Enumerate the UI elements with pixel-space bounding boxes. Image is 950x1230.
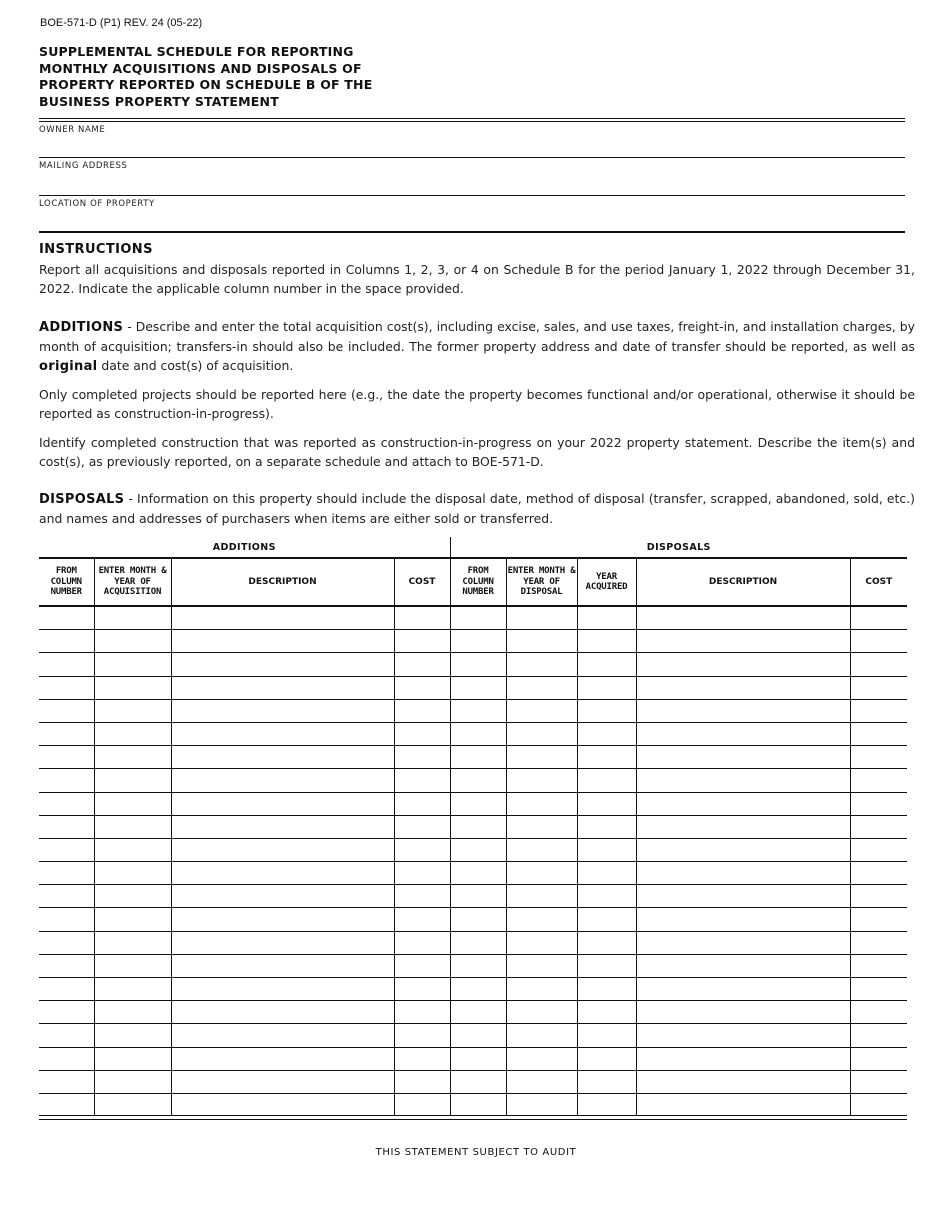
cell-add-from-column[interactable] bbox=[39, 885, 94, 908]
owner-name-label: OWNER NAME bbox=[39, 125, 106, 135]
cell-disp-from-column[interactable] bbox=[450, 722, 506, 745]
cell-add-from-column[interactable] bbox=[39, 630, 94, 653]
cell-disp-cost[interactable] bbox=[850, 653, 907, 676]
table-row bbox=[39, 769, 907, 792]
form-id: BOE-571-D (P1) REV. 24 (05-22) bbox=[40, 17, 203, 29]
cell-add-description[interactable] bbox=[171, 1024, 394, 1047]
cell-add-description[interactable] bbox=[171, 722, 394, 745]
additions-emphasis: original bbox=[39, 359, 98, 374]
cell-add-description[interactable] bbox=[171, 746, 394, 769]
cell-disp-cost[interactable] bbox=[850, 885, 907, 908]
cell-disp-description[interactable] bbox=[636, 1001, 850, 1024]
cell-add-month-year[interactable] bbox=[94, 630, 171, 653]
cell-disp-cost[interactable] bbox=[850, 978, 907, 1001]
cell-add-description[interactable] bbox=[171, 954, 394, 977]
cell-add-from-column[interactable] bbox=[39, 792, 94, 815]
cell-disp-month-year[interactable] bbox=[506, 653, 577, 676]
cell-disp-year-acquired[interactable] bbox=[577, 699, 636, 722]
cell-disp-year-acquired[interactable] bbox=[577, 978, 636, 1001]
cell-add-cost[interactable] bbox=[394, 1001, 450, 1024]
cell-add-cost[interactable] bbox=[394, 1070, 450, 1093]
cell-add-from-column[interactable] bbox=[39, 978, 94, 1001]
cell-add-cost[interactable] bbox=[394, 769, 450, 792]
cell-add-description[interactable] bbox=[171, 862, 394, 885]
cell-add-cost[interactable] bbox=[394, 1024, 450, 1047]
cell-disp-cost[interactable] bbox=[850, 630, 907, 653]
cell-add-from-column[interactable] bbox=[39, 1093, 94, 1116]
cell-add-month-year[interactable] bbox=[94, 1070, 171, 1093]
cell-disp-from-column[interactable] bbox=[450, 676, 506, 699]
cell-disp-description[interactable] bbox=[636, 931, 850, 954]
cell-add-cost[interactable] bbox=[394, 978, 450, 1001]
cell-disp-year-acquired[interactable] bbox=[577, 1024, 636, 1047]
table-row bbox=[39, 838, 907, 861]
cell-disp-year-acquired[interactable] bbox=[577, 815, 636, 838]
cell-add-description[interactable] bbox=[171, 606, 394, 630]
cell-add-month-year[interactable] bbox=[94, 722, 171, 745]
cell-disp-from-column[interactable] bbox=[450, 931, 506, 954]
cell-add-month-year[interactable] bbox=[94, 676, 171, 699]
cell-disp-month-year[interactable] bbox=[506, 630, 577, 653]
cell-add-from-column[interactable] bbox=[39, 606, 94, 630]
cell-add-from-column[interactable] bbox=[39, 1070, 94, 1093]
col-add-from-column: FROM COLUMN NUMBER bbox=[39, 558, 94, 606]
cell-disp-month-year[interactable] bbox=[506, 769, 577, 792]
cell-add-from-column[interactable] bbox=[39, 1001, 94, 1024]
table-row bbox=[39, 699, 907, 722]
cell-add-cost[interactable] bbox=[394, 653, 450, 676]
cell-add-description[interactable] bbox=[171, 630, 394, 653]
cell-disp-from-column[interactable] bbox=[450, 862, 506, 885]
cell-disp-cost[interactable] bbox=[850, 722, 907, 745]
cell-add-from-column[interactable] bbox=[39, 931, 94, 954]
cell-add-month-year[interactable] bbox=[94, 769, 171, 792]
cell-disp-description[interactable] bbox=[636, 908, 850, 931]
additions-heading: ADDITIONS bbox=[39, 320, 124, 335]
col-add-month-year: ENTER MONTH & YEAR OF ACQUISITION bbox=[94, 558, 171, 606]
cell-disp-cost[interactable] bbox=[850, 1047, 907, 1070]
cell-disp-year-acquired[interactable] bbox=[577, 885, 636, 908]
cell-disp-from-column[interactable] bbox=[450, 746, 506, 769]
cell-add-from-column[interactable] bbox=[39, 815, 94, 838]
cell-disp-month-year[interactable] bbox=[506, 606, 577, 630]
cell-disp-month-year[interactable] bbox=[506, 1001, 577, 1024]
cell-add-cost[interactable] bbox=[394, 931, 450, 954]
col-disp-month-year: ENTER MONTH & YEAR OF DISPOSAL bbox=[506, 558, 577, 606]
cell-disp-description[interactable] bbox=[636, 885, 850, 908]
cell-add-month-year[interactable] bbox=[94, 792, 171, 815]
cell-add-month-year[interactable] bbox=[94, 954, 171, 977]
cell-add-description[interactable] bbox=[171, 676, 394, 699]
cell-add-from-column[interactable] bbox=[39, 653, 94, 676]
table-row bbox=[39, 722, 907, 745]
cell-add-cost[interactable] bbox=[394, 815, 450, 838]
cell-disp-year-acquired[interactable] bbox=[577, 838, 636, 861]
cell-add-from-column[interactable] bbox=[39, 862, 94, 885]
cell-add-from-column[interactable] bbox=[39, 769, 94, 792]
cell-disp-year-acquired[interactable] bbox=[577, 746, 636, 769]
col-add-description: DESCRIPTION bbox=[171, 558, 394, 606]
cell-disp-year-acquired[interactable] bbox=[577, 1001, 636, 1024]
cell-add-from-column[interactable] bbox=[39, 676, 94, 699]
additions-text-2: date and cost(s) of acquisition. bbox=[97, 358, 294, 373]
cell-add-month-year[interactable] bbox=[94, 746, 171, 769]
cell-disp-cost[interactable] bbox=[850, 676, 907, 699]
cell-disp-year-acquired[interactable] bbox=[577, 606, 636, 630]
cell-disp-year-acquired[interactable] bbox=[577, 1093, 636, 1116]
cell-add-month-year[interactable] bbox=[94, 815, 171, 838]
cell-add-month-year[interactable] bbox=[94, 931, 171, 954]
cell-disp-year-acquired[interactable] bbox=[577, 653, 636, 676]
cell-disp-description[interactable] bbox=[636, 815, 850, 838]
location-line[interactable] bbox=[39, 231, 905, 233]
cell-add-month-year[interactable] bbox=[94, 838, 171, 861]
table-row bbox=[39, 1093, 907, 1116]
cell-add-from-column[interactable] bbox=[39, 838, 94, 861]
cell-disp-month-year[interactable] bbox=[506, 699, 577, 722]
cell-disp-month-year[interactable] bbox=[506, 792, 577, 815]
cell-disp-year-acquired[interactable] bbox=[577, 1070, 636, 1093]
additions-paragraph-2: Only completed projects should be reported here (e.g., the date the property becomes functional and/or operational, otherwise it should be reported as construction-in-progress). bbox=[39, 387, 915, 421]
cell-disp-month-year[interactable] bbox=[506, 1070, 577, 1093]
table-row bbox=[39, 606, 907, 630]
cell-disp-from-column[interactable] bbox=[450, 606, 506, 630]
cell-add-month-year[interactable] bbox=[94, 862, 171, 885]
cell-add-description[interactable] bbox=[171, 653, 394, 676]
cell-disp-year-acquired[interactable] bbox=[577, 908, 636, 931]
cell-add-cost[interactable] bbox=[394, 862, 450, 885]
table-row bbox=[39, 978, 907, 1001]
cell-disp-month-year[interactable] bbox=[506, 746, 577, 769]
cell-disp-description[interactable] bbox=[636, 862, 850, 885]
cell-add-cost[interactable] bbox=[394, 722, 450, 745]
cell-add-from-column[interactable] bbox=[39, 908, 94, 931]
cell-disp-month-year[interactable] bbox=[506, 1047, 577, 1070]
table-row bbox=[39, 746, 907, 769]
cell-disp-description[interactable] bbox=[636, 653, 850, 676]
cell-add-description[interactable] bbox=[171, 908, 394, 931]
additions-paragraph bbox=[39, 317, 915, 376]
cell-disp-description[interactable] bbox=[636, 699, 850, 722]
footer-note: THIS STATEMENT SUBJECT TO AUDIT bbox=[375, 1147, 577, 1158]
cell-disp-from-column[interactable] bbox=[450, 838, 506, 861]
cell-add-cost[interactable] bbox=[394, 676, 450, 699]
cell-add-month-year[interactable] bbox=[94, 1024, 171, 1047]
cell-add-description[interactable] bbox=[171, 978, 394, 1001]
cell-add-month-year[interactable] bbox=[94, 1001, 171, 1024]
disposals-section-header: DISPOSALS bbox=[450, 537, 907, 558]
cell-add-cost[interactable] bbox=[394, 746, 450, 769]
table-bottom-rule bbox=[39, 1115, 907, 1120]
cell-add-cost[interactable] bbox=[394, 630, 450, 653]
cell-add-month-year[interactable] bbox=[94, 978, 171, 1001]
cell-disp-description[interactable] bbox=[636, 1093, 850, 1116]
cell-disp-description[interactable] bbox=[636, 792, 850, 815]
instructions-text: Report all acquisitions and disposals reported in Columns 1, 2, 3, or 4 on Schedule B for the period January 1, 2022 through December 31, 2022. Indicate the applicable column number in the space provided. bbox=[39, 262, 915, 296]
cell-disp-month-year[interactable] bbox=[506, 885, 577, 908]
cell-add-cost[interactable] bbox=[394, 1093, 450, 1116]
instructions-heading: INSTRUCTIONS bbox=[39, 242, 153, 257]
table-row bbox=[39, 1047, 907, 1070]
cell-add-cost[interactable] bbox=[394, 606, 450, 630]
cell-disp-year-acquired[interactable] bbox=[577, 676, 636, 699]
table-row bbox=[39, 653, 907, 676]
cell-disp-description[interactable] bbox=[636, 769, 850, 792]
table-row bbox=[39, 1001, 907, 1024]
cell-disp-from-column[interactable] bbox=[450, 1093, 506, 1116]
cell-disp-month-year[interactable] bbox=[506, 908, 577, 931]
cell-disp-from-column[interactable] bbox=[450, 954, 506, 977]
cell-disp-description[interactable] bbox=[636, 1047, 850, 1070]
cell-disp-cost[interactable] bbox=[850, 699, 907, 722]
cell-add-month-year[interactable] bbox=[94, 908, 171, 931]
cell-disp-from-column[interactable] bbox=[450, 1024, 506, 1047]
cell-add-cost[interactable] bbox=[394, 838, 450, 861]
cell-disp-from-column[interactable] bbox=[450, 1001, 506, 1024]
cell-disp-month-year[interactable] bbox=[506, 978, 577, 1001]
cell-disp-from-column[interactable] bbox=[450, 1070, 506, 1093]
table-row bbox=[39, 954, 907, 977]
cell-add-cost[interactable] bbox=[394, 792, 450, 815]
cell-add-month-year[interactable] bbox=[94, 653, 171, 676]
cell-add-description[interactable] bbox=[171, 838, 394, 861]
cell-disp-year-acquired[interactable] bbox=[577, 722, 636, 745]
table-row bbox=[39, 931, 907, 954]
disposals-paragraph bbox=[39, 489, 915, 528]
additions-paragraph-3: Identify completed construction that was reported as construction-in-progress on your 2022 property statement. Describe the item(s) and cost(s), as previously reported, on a separate schedule and attach to BOE-571-D. bbox=[39, 435, 915, 469]
table-row bbox=[39, 885, 907, 908]
cell-add-description[interactable] bbox=[171, 1047, 394, 1070]
cell-disp-cost[interactable] bbox=[850, 931, 907, 954]
cell-disp-description[interactable] bbox=[636, 722, 850, 745]
cell-disp-description[interactable] bbox=[636, 1070, 850, 1093]
table-row bbox=[39, 1024, 907, 1047]
cell-disp-month-year[interactable] bbox=[506, 838, 577, 861]
cell-disp-from-column[interactable] bbox=[450, 792, 506, 815]
cell-add-from-column[interactable] bbox=[39, 746, 94, 769]
mailing-address-label: MAILING ADDRESS bbox=[39, 161, 128, 171]
cell-add-description[interactable] bbox=[171, 699, 394, 722]
table-row bbox=[39, 908, 907, 931]
cell-add-cost[interactable] bbox=[394, 885, 450, 908]
table-row bbox=[39, 1070, 907, 1093]
cell-disp-from-column[interactable] bbox=[450, 815, 506, 838]
mailing-address-line[interactable] bbox=[39, 195, 905, 196]
table-row bbox=[39, 630, 907, 653]
cell-disp-cost[interactable] bbox=[850, 792, 907, 815]
cell-disp-from-column[interactable] bbox=[450, 653, 506, 676]
cell-add-from-column[interactable] bbox=[39, 1024, 94, 1047]
table-row bbox=[39, 815, 907, 838]
cell-add-description[interactable] bbox=[171, 792, 394, 815]
title-rule bbox=[39, 118, 905, 122]
cell-add-from-column[interactable] bbox=[39, 954, 94, 977]
cell-disp-from-column[interactable] bbox=[450, 769, 506, 792]
cell-add-cost[interactable] bbox=[394, 908, 450, 931]
cell-add-description[interactable] bbox=[171, 1070, 394, 1093]
cell-add-month-year[interactable] bbox=[94, 606, 171, 630]
cell-disp-cost[interactable] bbox=[850, 908, 907, 931]
cell-disp-description[interactable] bbox=[636, 978, 850, 1001]
cell-disp-from-column[interactable] bbox=[450, 630, 506, 653]
cell-disp-from-column[interactable] bbox=[450, 885, 506, 908]
cell-disp-description[interactable] bbox=[636, 606, 850, 630]
cell-disp-month-year[interactable] bbox=[506, 954, 577, 977]
page-title: SUPPLEMENTAL SCHEDULE FOR REPORTING MONTHLY ACQUISITIONS AND DISPOSALS OF PROPERTY REPORTED ON SCHEDULE B OF THE BUSINESS PROPERTY STATEMENT bbox=[39, 44, 373, 109]
cell-disp-cost[interactable] bbox=[850, 838, 907, 861]
cell-add-month-year[interactable] bbox=[94, 699, 171, 722]
cell-add-from-column[interactable] bbox=[39, 699, 94, 722]
cell-disp-cost[interactable] bbox=[850, 815, 907, 838]
cell-disp-year-acquired[interactable] bbox=[577, 1047, 636, 1070]
cell-add-month-year[interactable] bbox=[94, 1047, 171, 1070]
col-disp-cost: COST bbox=[850, 558, 907, 606]
cell-disp-month-year[interactable] bbox=[506, 815, 577, 838]
cell-disp-cost[interactable] bbox=[850, 954, 907, 977]
cell-disp-cost[interactable] bbox=[850, 862, 907, 885]
cell-disp-cost[interactable] bbox=[850, 606, 907, 630]
cell-disp-cost[interactable] bbox=[850, 1093, 907, 1116]
location-label: LOCATION OF PROPERTY bbox=[39, 199, 155, 209]
cell-add-description[interactable] bbox=[171, 1093, 394, 1116]
cell-disp-from-column[interactable] bbox=[450, 978, 506, 1001]
cell-disp-from-column[interactable] bbox=[450, 908, 506, 931]
cell-disp-year-acquired[interactable] bbox=[577, 862, 636, 885]
cell-disp-month-year[interactable] bbox=[506, 1024, 577, 1047]
cell-disp-description[interactable] bbox=[636, 676, 850, 699]
cell-disp-description[interactable] bbox=[636, 954, 850, 977]
cell-add-description[interactable] bbox=[171, 1001, 394, 1024]
cell-add-description[interactable] bbox=[171, 815, 394, 838]
cell-disp-cost[interactable] bbox=[850, 1024, 907, 1047]
additions-text-1: - Describe and enter the total acquisition cost(s), including excise, sales, and use taxes, freight-in, and installation charges, by month of acquisition; transfers-in should also be included. The former property address and date of transfer should be reported, as well as bbox=[39, 319, 915, 354]
cell-disp-description[interactable] bbox=[636, 1024, 850, 1047]
cell-disp-month-year[interactable] bbox=[506, 676, 577, 699]
owner-name-line[interactable] bbox=[39, 157, 905, 158]
schedule-table bbox=[39, 537, 907, 1116]
table-row bbox=[39, 862, 907, 885]
disposals-text: - Information on this property should include the disposal date, method of disposal (transfer, scrapped, abandoned, sold, etc.) and names and addresses of purchasers when items are either sold or transferred. bbox=[39, 491, 915, 526]
cell-disp-month-year[interactable] bbox=[506, 1093, 577, 1116]
cell-add-description[interactable] bbox=[171, 931, 394, 954]
cell-add-cost[interactable] bbox=[394, 954, 450, 977]
cell-disp-month-year[interactable] bbox=[506, 862, 577, 885]
disposals-heading: DISPOSALS bbox=[39, 492, 125, 507]
cell-add-cost[interactable] bbox=[394, 1047, 450, 1070]
cell-disp-description[interactable] bbox=[636, 838, 850, 861]
cell-disp-year-acquired[interactable] bbox=[577, 792, 636, 815]
cell-disp-year-acquired[interactable] bbox=[577, 931, 636, 954]
cell-disp-year-acquired[interactable] bbox=[577, 954, 636, 977]
cell-add-description[interactable] bbox=[171, 885, 394, 908]
cell-add-month-year[interactable] bbox=[94, 885, 171, 908]
additions-section-header: ADDITIONS bbox=[39, 537, 450, 558]
cell-disp-from-column[interactable] bbox=[450, 1047, 506, 1070]
col-disp-from-column: FROM COLUMN NUMBER bbox=[450, 558, 506, 606]
cell-disp-cost[interactable] bbox=[850, 769, 907, 792]
col-disp-year-acquired: YEAR ACQUIRED bbox=[577, 558, 636, 606]
table-row bbox=[39, 792, 907, 815]
cell-disp-description[interactable] bbox=[636, 746, 850, 769]
col-add-cost: COST bbox=[394, 558, 450, 606]
cell-add-cost[interactable] bbox=[394, 699, 450, 722]
cell-disp-cost[interactable] bbox=[850, 1001, 907, 1024]
col-disp-description: DESCRIPTION bbox=[636, 558, 850, 606]
cell-disp-cost[interactable] bbox=[850, 746, 907, 769]
cell-disp-month-year[interactable] bbox=[506, 931, 577, 954]
table-row bbox=[39, 676, 907, 699]
cell-add-from-column[interactable] bbox=[39, 722, 94, 745]
cell-add-description[interactable] bbox=[171, 769, 394, 792]
cell-disp-month-year[interactable] bbox=[506, 722, 577, 745]
cell-add-from-column[interactable] bbox=[39, 1047, 94, 1070]
cell-disp-description[interactable] bbox=[636, 630, 850, 653]
cell-disp-year-acquired[interactable] bbox=[577, 630, 636, 653]
cell-disp-from-column[interactable] bbox=[450, 699, 506, 722]
cell-disp-year-acquired[interactable] bbox=[577, 769, 636, 792]
cell-disp-cost[interactable] bbox=[850, 1070, 907, 1093]
table-body bbox=[39, 606, 907, 1116]
cell-add-month-year[interactable] bbox=[94, 1093, 171, 1116]
